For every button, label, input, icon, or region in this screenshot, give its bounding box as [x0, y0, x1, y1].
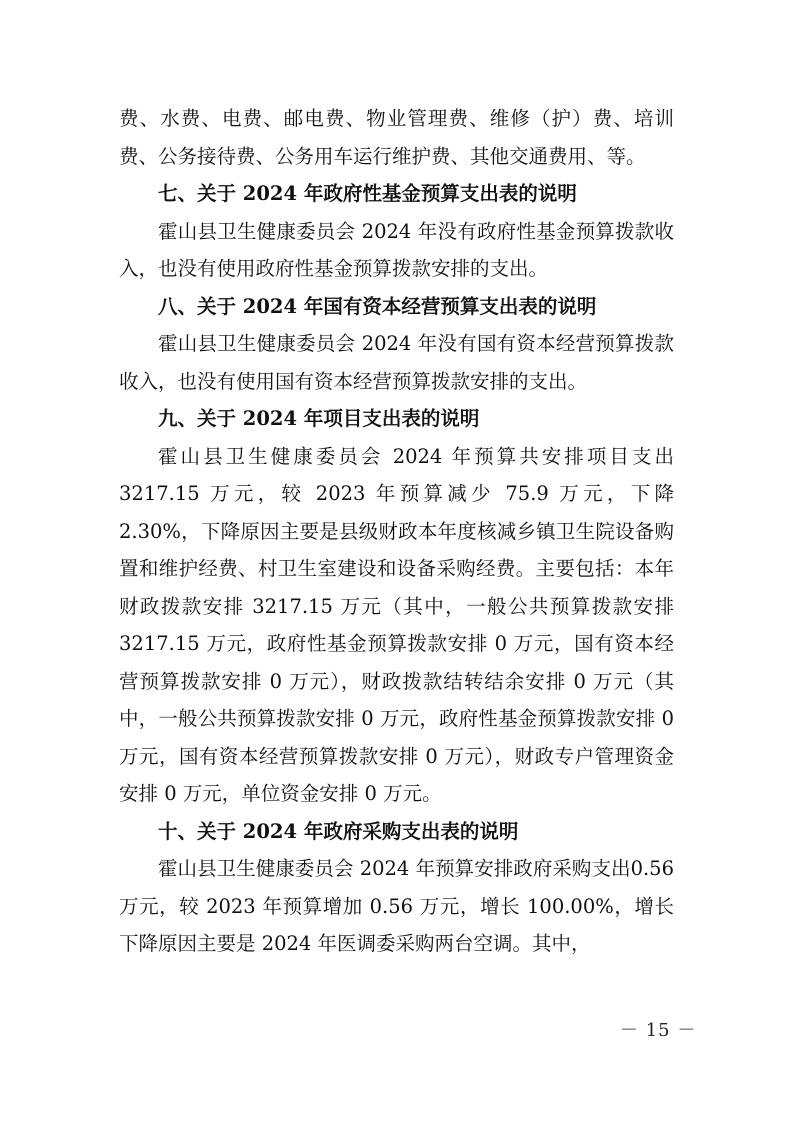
page-number: － 15 －: [620, 1020, 697, 1041]
heading-section-7: 七、关于 2024 年政府性基金预算支出表的说明: [158, 182, 577, 205]
paragraph-section-10: 霍山县卫生健康委员会 2024 年预算安排政府采购支出0.56 万元，较 2023 年预算增加 0.56 万元，增长 100.00%，增长下降原因主要是 2024 年医调委采购两台空调。其中，: [119, 857, 674, 955]
paragraph-expense-list: 费、水费、电费、邮电费、物业管理费、维修（护）费、培训费、公务接待费、公务用车运行维护费、其他交通费用、等。: [119, 107, 674, 168]
paragraph-section-8: 霍山县卫生健康委员会 2024 年没有国有资本经营预算拨款收入，也没有使用国有资本经营预算拨款安排的支出。: [119, 332, 674, 393]
heading-section-10: 十、关于 2024 年政府采购支出表的说明: [158, 819, 519, 843]
paragraph-section-9: 霍山县卫生健康委员会 2024 年预算共安排项目支出3217.15 万元，较 2023 年预算减少 75.9 万元，下降 2.30%，下降原因主要是县级财政本年度核减乡镇卫生院设备购置和维护经费、村卫生室建设和设备采购经费。主要包括：本年财政拨款安排 3217.15 万元（其中，一般公共预算拨款安排 3217.15 万元，政府性基金预算拨款安排 0 万元，国有资本经营预算拨款安排 0 万元），财政拨款结转结余安排 0 万元（其中，一般公共预算拨款安排 0 万元，政府性基金预算拨款安排 0 万元，国有资本经营预算拨款安排 0 万元），财政专户管理资金安排 0 万元，单位资金安排 0 万元。: [119, 444, 674, 805]
paragraph-section-7: 霍山县卫生健康委员会 2024 年没有政府性基金预算拨款收入，也没有使用政府性基金预算拨款安排的支出。: [119, 219, 674, 280]
document-body: [119, 100, 674, 963]
heading-section-8: 八、关于 2024 年国有资本经营预算支出表的说明: [158, 294, 597, 318]
heading-section-9: 九、关于 2024 年项目支出表的说明: [158, 407, 480, 430]
